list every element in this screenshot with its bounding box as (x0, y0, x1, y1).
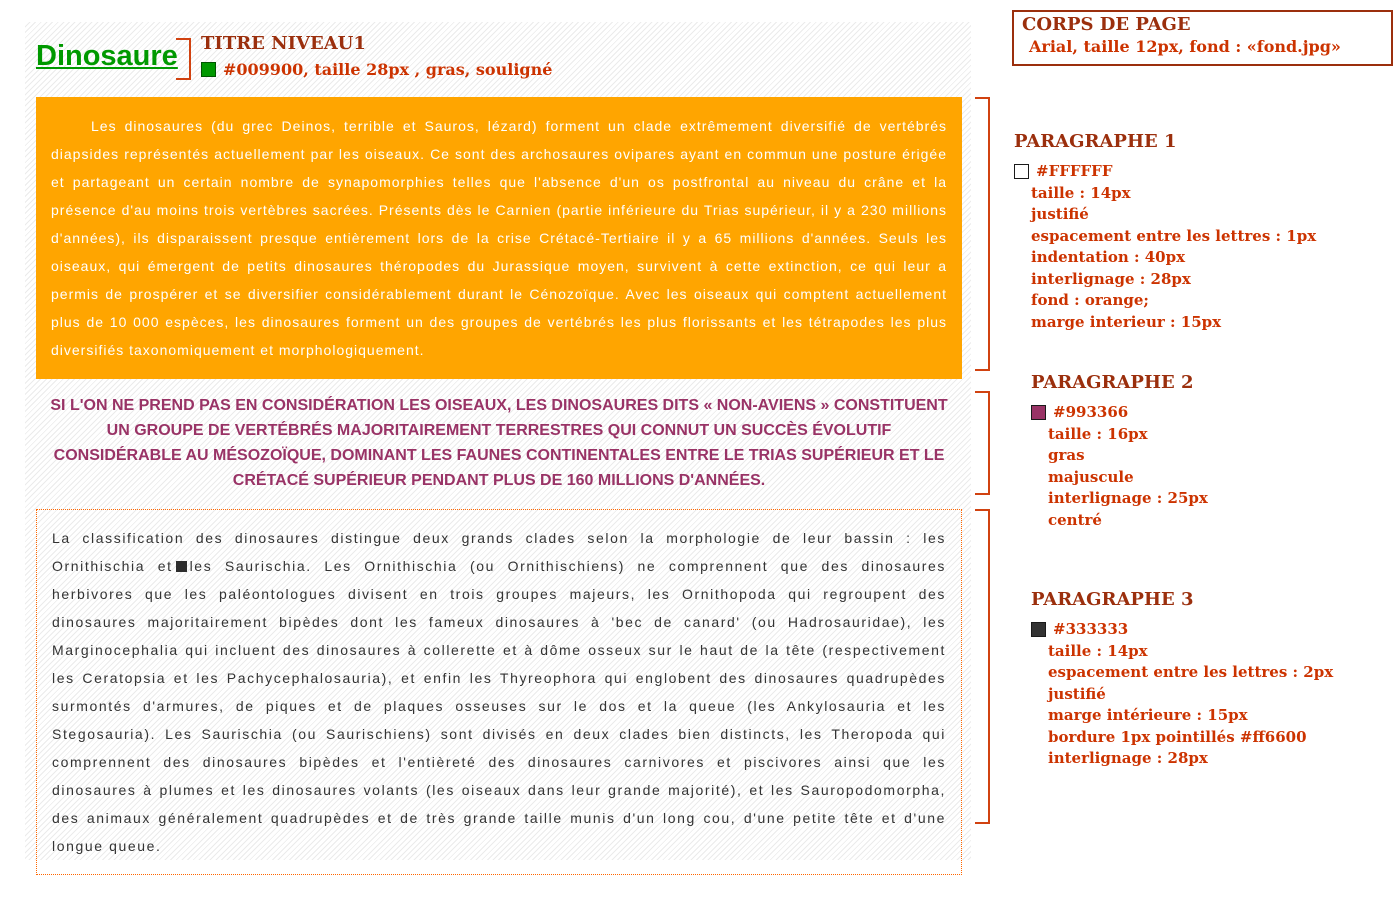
color-label: #993366 (1053, 403, 1129, 421)
spec-line: interlignage : 28px (1031, 269, 1191, 288)
spec-line: taille : 14px (1031, 183, 1131, 202)
spec-line: espacement entre les lettres : 2px (1048, 663, 1334, 681)
spec-line: bordure 1px pointillés #ff6600 (1048, 727, 1307, 746)
spec-line: interlignage : 28px (1048, 749, 1208, 767)
color-spec-line (1031, 619, 1333, 641)
spec-line: indentation : 40px (1031, 248, 1186, 266)
page-title: Dinosaure (36, 40, 178, 72)
spec-line: centré (1048, 510, 1102, 529)
paragraph-bordered-text-2: les Saurischia. Les Ornithischia (ou Ornithischiens) ne comprennent que des dinosaures herbivores que les paléontologues divisent en trois groupes majeurs, les Ornithopoda qui regroupent des dinosaures majoritairement bipèdes dont les fameux dinosaures à 'bec de canard' (ou Hadrosauridae), les Marginocephalia qui incluent des dinosaures à collerette et à dôme osseux sur le haut de la tête (respectivement les Ceratopsia et les Pachycephalosauria), et enfin les Thyreophora qui englobent des dinosaures quadrupèdes surmontés d'armures, de piques et de plaques osseuses sur le dos et la queue (les Ankylosauria et les Stegosauria). Les Saurischia (ou Saurischiens) sont divisés en deux clades bien distincts, les Theropoda qui comprennent des dinosaures bipèdes et l'entièreté des dinosaures carnivores et piscivores ainsi que les dinosaures à plumes et les dinosaures volants (les oiseaux dans leur grande majorité), et les Sauropodomorpha, des animaux généralement quadrupèdes et de très grande taille munis d'un long cou, d'une petite tête et d'une longue queue. (52, 558, 947, 854)
annotation-paragraphe-2 (1031, 372, 1208, 531)
spec-text: #009900, taille 28px , gras, souligné (223, 60, 553, 79)
corps-de-page-title: CORPS DE PAGE (1022, 14, 1191, 35)
color-label: #FFFFFF (1036, 162, 1113, 180)
annotation-titre-niveau1 (201, 33, 552, 81)
color-spec-line (1014, 161, 1316, 183)
color-swatch-purple (1031, 405, 1046, 420)
color-swatch-green (201, 62, 216, 77)
spec-line (201, 59, 552, 81)
spec-line: majuscule (1048, 467, 1134, 486)
spec-line: marge intérieure : 15px (1048, 706, 1248, 724)
black-square-marker-icon (176, 561, 187, 572)
spec-line: interlignage : 25px (1048, 489, 1208, 507)
spec-line: espacement entre les lettres : 1px (1031, 226, 1317, 245)
spec-line: taille : 14px (1048, 641, 1148, 660)
annotation-title: PARAGRAPHE 3 (1031, 589, 1194, 610)
title-bracket (176, 38, 191, 80)
spec-line: marge interieur : 15px (1031, 312, 1222, 331)
annotation-title: PARAGRAPHE 1 (1014, 131, 1177, 152)
spec-line: justifié (1048, 684, 1106, 703)
annotation-title: TITRE NIVEAU1 (201, 33, 366, 54)
paragraph3-bracket (975, 509, 990, 824)
color-swatch-dark-gray (1031, 622, 1046, 637)
paragraph-bordered (36, 509, 962, 875)
annotation-paragraphe-1 (1014, 131, 1316, 333)
paragraph2-bracket (975, 391, 990, 495)
corps-de-page-box (1012, 10, 1393, 66)
spec-line: taille : 16px (1048, 424, 1148, 443)
paragraph1-bracket (975, 97, 990, 371)
paragraph-uppercase: SI L'ON NE PREND PAS EN CONSIDÉRATION LES OISEAUX, LES DINOSAURES DITS « NON-AVIENS » CONSTITUENT UN GROUPE DE VERTÉBRÉS MAJORITAIREMENT TERRESTRES QUI CONNUT UN SUCCÈS ÉVOLUTIF CONSIDÉRABLE AU MÉSOZOÏQUE, DOMINANT LES FAUNES CONTINENTALES ENTRE LE TRIAS SUPÉRIEUR ET LE CRÉTACÉ SUPÉRIEUR PENDANT PLUS DE 160 MILLIONS D'ANNÉES. (50, 397, 948, 489)
annotation-title: PARAGRAPHE 2 (1031, 372, 1194, 393)
color-spec-line (1031, 402, 1208, 424)
annotation-paragraphe-3 (1031, 589, 1333, 770)
paragraph-bordered-text-1: La classification des dinosaures distingue deux grands clades selon la morphologie de leur bassin : les Ornithischia et (52, 530, 946, 574)
paragraph-orange: Les dinosaures (du grec Deinos, terrible et Sauros, lézard) forment un clade extrêmement diversifié de vertébrés diapsides représentés actuellement par les oiseaux. Ce sont des archosaures ovipares ayant en commun une posture érigée et partageant un certain nombre de synapomorphies telles que l'absence d'un os postfrontal au niveau du crâne et la présence d'au moins trois vertèbres sacrées. Présents dès le Carnien (partie inférieure du Trias supérieur, il y a 230 millions d'années), ils disparaissent presque entièrement lors de la crise Crétacé-Tertiaire il y a 65 millions d'années. Seuls les oiseaux, qui émergent de petits dinosaures théropodes du Jurassique moyen, survivent à cette extinction, ce qui leur a permis de prospérer et se diversifier considérablement durant le Cénozoïque. Avec les oiseaux qui comptent actuellement plus de 10 000 espèces, les dinosaures forment un des groupes de vertébrés les plus florissants et les tétrapodes les plus diversifiés taxonomiquement et morphologiquement. (36, 97, 962, 379)
color-swatch-white (1014, 164, 1029, 179)
spec-line: justifié (1031, 205, 1089, 223)
spec-line: fond : orange; (1031, 291, 1149, 309)
color-label: #333333 (1053, 620, 1129, 638)
corps-de-page-spec: Arial, taille 12px, fond : «fond.jpg» (1029, 37, 1341, 56)
spec-line: gras (1048, 446, 1085, 464)
